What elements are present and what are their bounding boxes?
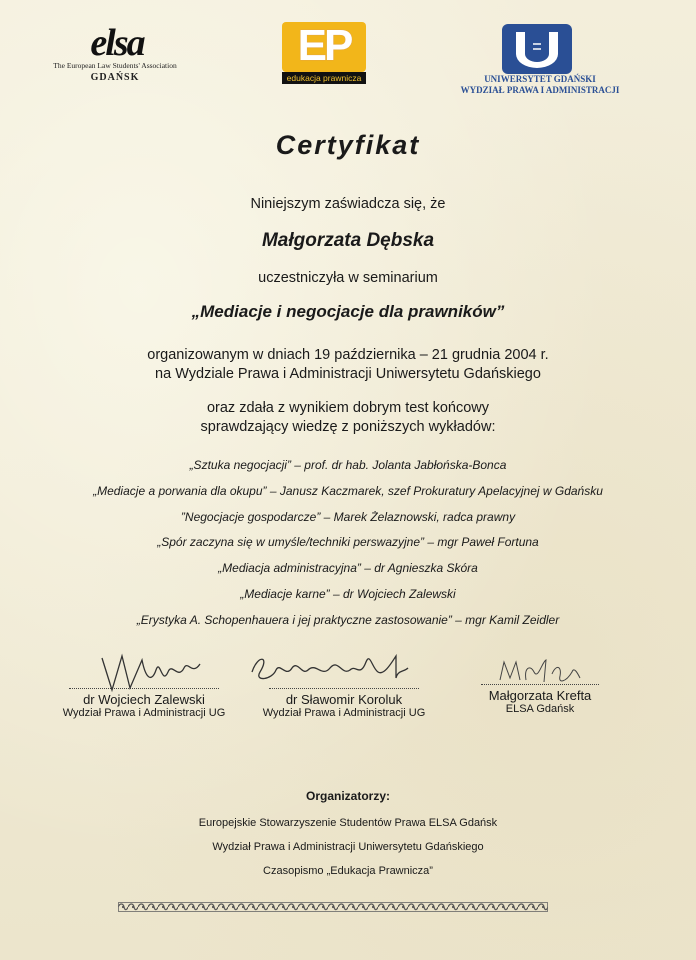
lecture-item: „Mediacje a porwania dla okupu” – Janusz Kaczmarek, szef Prokuratury Apelacyjnej w Gdańsku [93,484,603,498]
signatory-name: dr Sławomir Koroluk [285,692,403,707]
lecture-item: „Spór zaczyna się w umyśle/techniki perswazyjne” – mgr Paweł Fortuna [157,535,539,549]
signatory-name: dr Wojciech Zalewski [83,692,205,707]
signatory-affiliation: ELSA Gdańsk [505,703,575,715]
recipient-name: Małgorzata Dębska [261,230,435,251]
organizer-item: Czasopismo „Edukacja Prawnicza” [263,865,433,877]
signatory-affiliation: Wydział Prawa i Administracji UG [262,707,426,719]
ug-name: UNIWERSYTET GDAŃSKI [484,74,596,84]
test-line-2: sprawdzający wiedzę z poniższych wykładów: [200,419,496,435]
lecture-item: „Mediacja administracyjna” – dr Agnieszka Skóra [218,561,478,575]
signatory-name: Małgorzata Krefta [488,688,592,703]
ug-crest-icon [502,24,572,74]
seminar-title: „Mediacje i negocjacje dla prawników” [191,302,505,321]
elsa-logo [78,24,156,64]
test-line-1: oraz zdała z wynikiem dobrym test końcowy [206,400,490,416]
dates-line-1: organizowanym w dniach 19 października – 21 grudnia 2004 r. [147,347,549,363]
ep-logo [282,22,366,84]
signature-block-koroluk [254,646,434,719]
signature-block-zalewski [52,650,236,719]
lecture-item: „Sztuka negocjacji” – prof. dr hab. Jolanta Jabłońska-Bonca [189,458,507,472]
ep-logo-letters: EP [297,21,351,70]
signatory-affiliation: Wydział Prawa i Administracji UG [62,707,226,719]
organizer-item: Europejskie Stowarzyszenie Studentów Prawa ELSA Gdańsk [198,817,498,829]
certificate-intro: Niniejszym zaświadcza się, że [250,196,446,212]
elsa-logo-text: elsa [90,22,144,64]
lecture-item: „Erystyka A. Schopenhauera i jej praktyczne zastosowanie” – mgr Kamil Zeidler [136,613,560,627]
handwritten-signature-icon [494,654,584,688]
organizer-item: Wydział Prawa i Administracji Uniwersytetu Gdańskiego [212,841,484,853]
lecture-item: „Mediacje karne” – dr Wojciech Zalewski [240,587,456,601]
signature-block-krefta [470,654,610,715]
organizers-heading: Organizatorzy: [305,789,390,803]
elsa-subtitle: The European Law Students' Association [53,61,177,70]
ug-department: WYDZIAŁ PRAWA I ADMINISTRACJI [460,85,620,95]
ep-logo-caption: edukacja prawnicza [282,72,366,84]
participation-text: uczestniczyła w seminarium [258,270,438,286]
decorative-border-strip [118,899,548,909]
certificate-title: Certyfikat [275,130,421,160]
elsa-city: GDAŃSK [90,72,140,83]
handwritten-signature-icon [246,648,416,690]
handwritten-signature-icon [82,650,212,695]
dates-line-2: na Wydziale Prawa i Administracji Uniwersytetu Gdańskiego [155,366,541,382]
lecture-item: ”Negocjacje gospodarcze” – Marek Żelaznowski, radca prawny [180,510,516,524]
